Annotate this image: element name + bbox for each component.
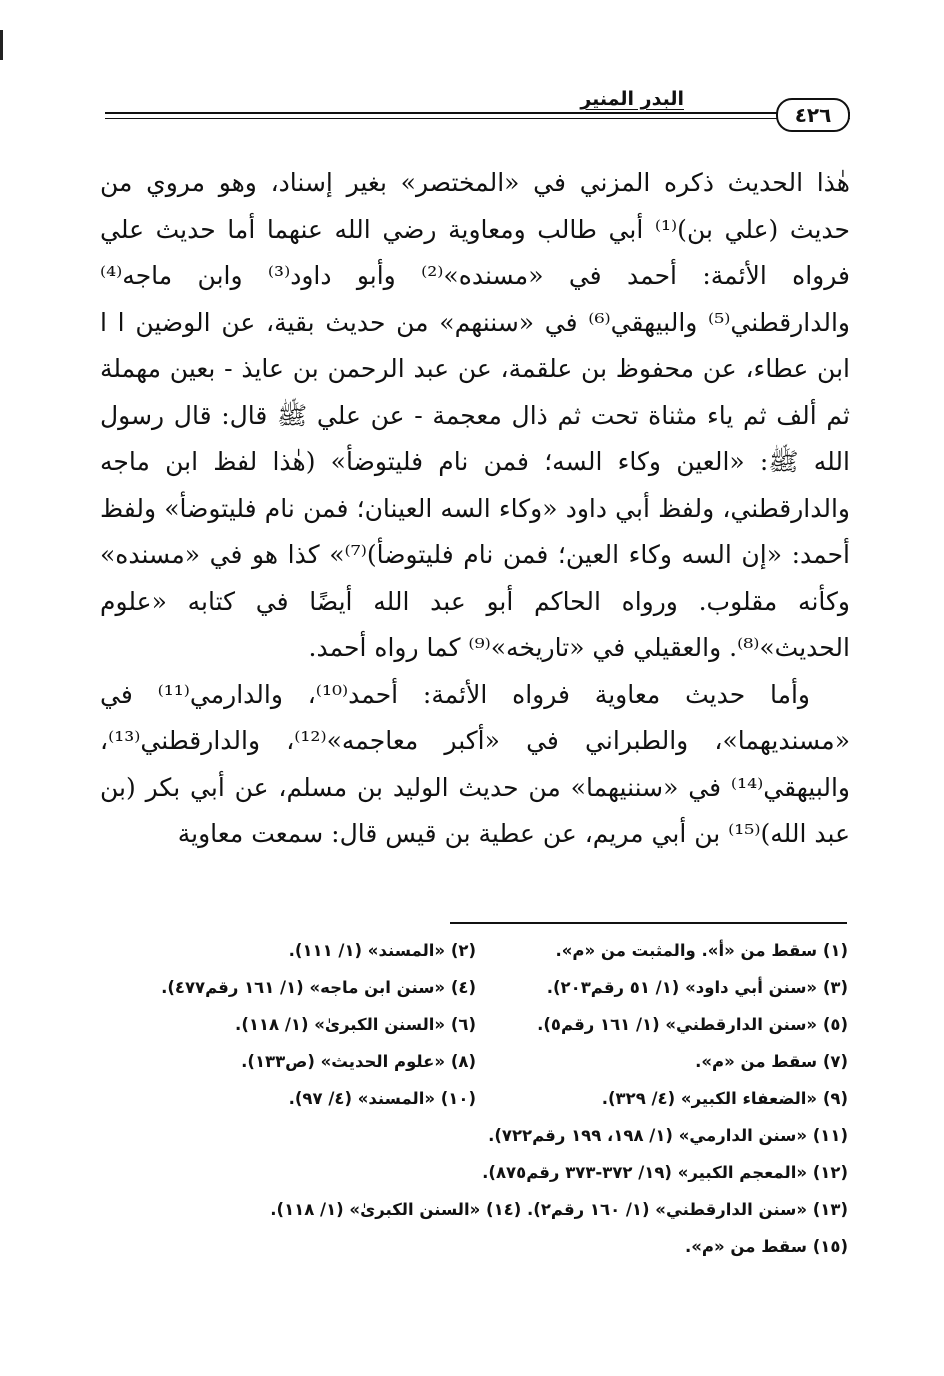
binding-mark [0, 30, 13, 60]
footnote: (٦) «السنن الكبرىٰ» (١/ ١١٨). [235, 1015, 476, 1034]
footnote: (١٥) سقط من «م». [685, 1237, 848, 1256]
main-text [100, 160, 850, 858]
footnote-row [100, 1080, 848, 1117]
footnote-row [100, 1117, 848, 1154]
footnote-separator [450, 922, 847, 924]
footnote: (٨) «علوم الحديث» (ص١٣٣). [241, 1052, 476, 1071]
footnote-row [100, 1006, 848, 1043]
header-rule-thin [105, 118, 850, 119]
header-rule [105, 112, 850, 114]
footnote: (١١) «سنن الدارمي» (١/ ١٩٨، ١٩٩ رقم٧٢٢). [488, 1126, 848, 1145]
footnote-row [100, 1154, 848, 1191]
footnote-row [100, 1043, 848, 1080]
footnotes [100, 932, 848, 1265]
footnote-row [100, 1191, 848, 1228]
paragraph: وأما حديث معاوية فرواه الأئمة: أحمد⁽¹⁰⁾، والدارمي⁽¹¹⁾ في «مسنديهما»، والطبراني في «أكبر معاجمه»⁽¹²⁾، والدارقطني⁽¹³⁾، والبيهقي⁽¹⁴⁾ في «سننيهما» من حديث الوليد بن مسلم، عن أبي بكر (بن عبد الله)⁽¹⁵⁾ بن أبي مريم، عن عطية بن قيس قال: سمعت معاوية [100, 679, 850, 848]
footnote: (٥) «سنن الدارقطني» (١/ ١٦١ رقم٥). [537, 1015, 848, 1034]
footnote: (١٢) «المعجم الكبير» (١٩/ ٣٧٢-٣٧٣ رقم٨٧٥). [482, 1163, 848, 1182]
footnote-row [100, 932, 848, 969]
footnote: (٩) «الضعفاء الكبير» (٤/ ٣٢٩). [601, 1089, 848, 1108]
footnote: (٤) «سنن ابن ماجه» (١/ ١٦١ رقم٤٧٧). [161, 978, 476, 997]
footnote-row [100, 1228, 848, 1265]
running-title: البدر المنير [574, 88, 690, 110]
footnote: (١٠) «المسند» (٤/ ٩٧). [288, 1089, 476, 1108]
footnote: (١٣) «سنن الدارقطني» (١/ ١٦٠ رقم٢). (١٤) «السنن الكبرىٰ» (١/ ١١٨). [270, 1200, 848, 1219]
footnote: (٣) «سنن أبي داود» (١/ ٥١ رقم٢٠٣). [546, 978, 848, 997]
footnote-row [100, 969, 848, 1006]
footnote: (٧) سقط من «م». [695, 1052, 848, 1071]
page-header [105, 88, 850, 138]
footnote: (١) سقط من «أ». والمثبت من «م». [555, 941, 848, 960]
footnote: (٢) «المسند» (١/ ١١١). [288, 941, 476, 960]
paragraph: هٰذا الحديث ذكره المزني في «المختصر» بغير إسناد، وهو مروي من حديث (علي بن)⁽¹⁾ أبي طالب ومعاوية رضي الله عنهما أما حديث علي فرواه الأئمة: أحمد في «مسنده»⁽²⁾ وأبو داود⁽³⁾ وابن ماجه⁽⁴⁾ والدارقطني⁽⁵⁾ والبيهقي⁽⁶⁾ في «سننهم» من حديث بقية، عن الوضين ا ا ابن عطاء، عن محفوظ بن علقمة، عن عبد الرحمن بن عايذ - بعين مهملة ثم ألف ثم ياء مثناة تحت ثم ذال معجمة - عن علي ﷺ قال: قال رسول الله ﷺ: «العين وكاء السه؛ فمن نام فليتوضأ» (هٰذا لفظ ابن ماجه والدارقطني، ولفظ أبي داود «وكاء السه العينان؛ فمن نام فليتوضأ» ولفظ أحمد: «إن السه وكاء العين؛ فمن نام فليتوضأ)⁽⁷⁾» كذا هو في «مسنده» وكأنه مقلوب. ورواه الحاكم أبو عبد الله أيضًا في كتابه «علوم الحديث»⁽⁸⁾. والعقيلي في «تاريخه»⁽⁹⁾ كما رواه أحمد. [100, 168, 850, 662]
page-number: ٤٢٦ [776, 98, 850, 132]
